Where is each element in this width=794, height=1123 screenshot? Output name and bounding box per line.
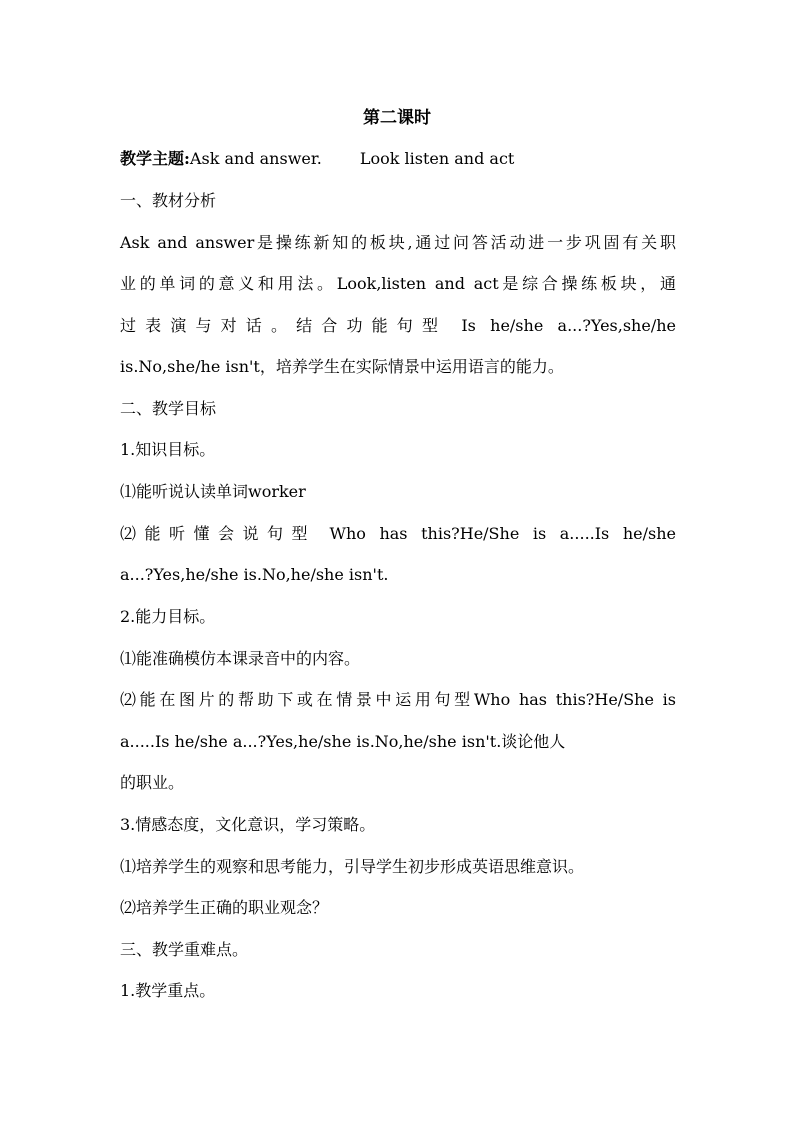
topic-label: 教学主题: [120, 149, 190, 168]
section-heading-objectives: 二、教学目标 [120, 399, 217, 418]
document-title: 第二课时 [363, 108, 431, 128]
emotion-heading: 3.情感态度，文化意识，学习策略。 [120, 815, 376, 834]
topic-part2: Look listen and act [359, 149, 515, 168]
ability-heading: 2.能力目标。 [120, 607, 216, 626]
knowledge-item-1: ⑴能听说认读单词worker [120, 482, 306, 501]
section-heading-analysis: 一、教材分析 [120, 191, 217, 210]
ability-item-2-line-3: 的职业。 [120, 773, 185, 792]
key-points-sub-heading: 1.教学重点。 [120, 981, 216, 1000]
ability-item-2-line-2: a.....Is he/she a...?Yes,he/she is.No,he/she isn't.谈论他人 [120, 732, 566, 751]
ability-item-2-line-1: ⑵能在图片的帮助下或在情景中运用句型Who has this?He/She is [120, 690, 676, 709]
analysis-line-1: Ask and answer是操练新知的板块,通过问答活动进一步巩固有关职 [120, 233, 676, 252]
emotion-item-2: ⑵培养学生正确的职业观念？ [120, 898, 329, 917]
ability-item-1: ⑴能准确模仿本课录音中的内容。 [120, 649, 361, 668]
analysis-line-4: is.No,she/he isn't，培养学生在实际情景中运用语言的能力。 [120, 357, 564, 376]
knowledge-item-2-line-2: a...?Yes,he/she is.No,he/she isn't. [120, 565, 389, 584]
section-heading-key-points: 三、教学重难点。 [120, 940, 249, 959]
emotion-item-1: ⑴培养学生的观察和思考能力，引导学生初步形成英语思维意识。 [120, 857, 585, 876]
analysis-line-2: 业的单词的意义和用法。Look,listen and act是综合操练板块，通 [120, 274, 676, 293]
topic-part1: Ask and answer. [189, 149, 322, 168]
topic-line [120, 145, 676, 173]
analysis-line-3: 过表演与对话。结合功能句型 Is he/she a...?Yes,she/he [120, 316, 676, 335]
knowledge-item-2-line-1: ⑵能听懂会说句型 Who has this?He/She is a.....Is he/she [120, 524, 676, 543]
knowledge-heading: 1.知识目标。 [120, 440, 216, 459]
